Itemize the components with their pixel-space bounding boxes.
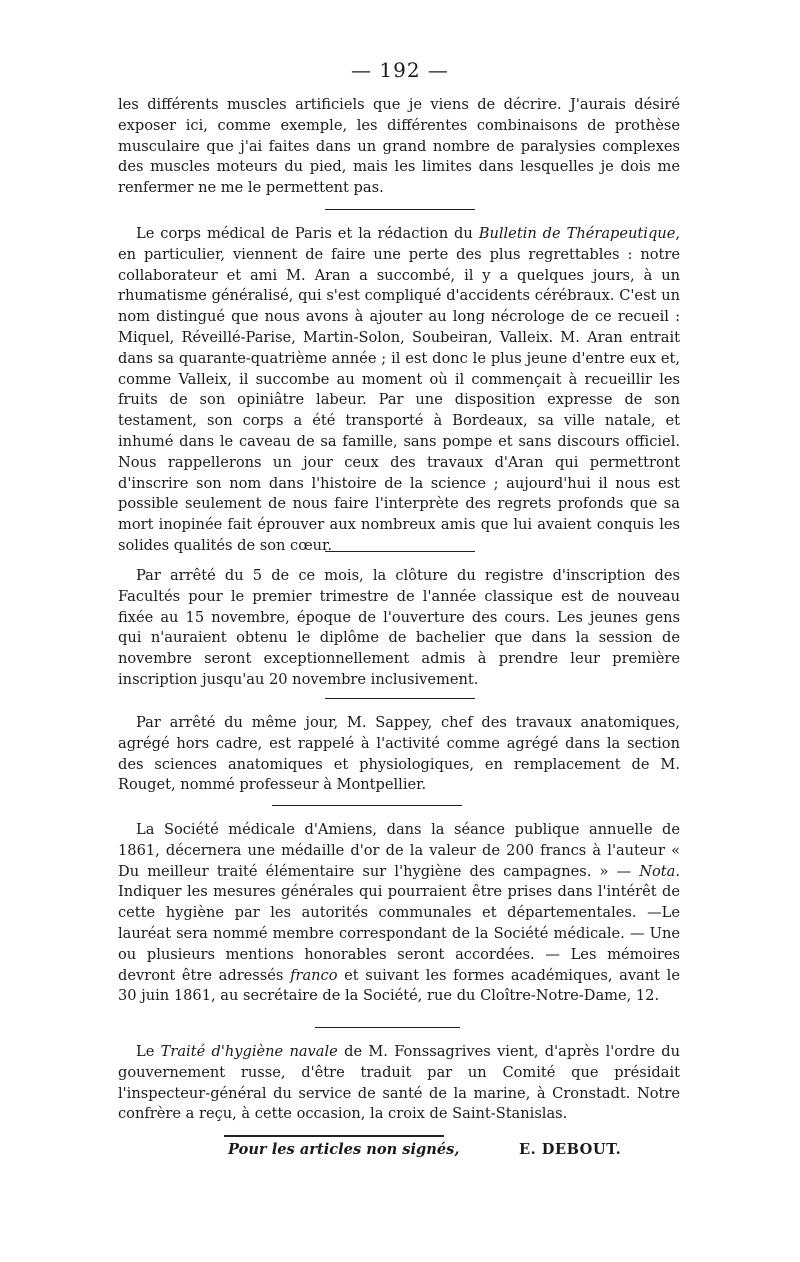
paragraph-fonssagrives: Le Traité d'hygiène navale de M. Fonssagrives vient, d'après l'ordre du gouvernement russe, d'être traduit par un Comité que présidait l'inspecteur-général du service de santé de la marine, à Cronstadt. Notre confrère a reçu, à cette occasion, la croix de Saint-Stanislas.: [118, 1043, 681, 1123]
signature-note: Pour les articles non signés,: [228, 1141, 460, 1158]
section-divider: [272, 805, 462, 806]
book-title: Traité d'hygiène navale: [160, 1043, 338, 1060]
paragraph-faculty-registration: Par arrêté du 5 de ce mois, la clôture du registre d'inscription des Facultés pour le premier trimestre de l'année classique est de nouveau fixée au 15 novembre, époque de l'ouverture des cours. Les jeunes gens qui n'auraient obtenu le diplôme de bachelier que dans la session de novembre seront exceptionnellement admis à prendre leur première inscription jusqu'au 20 novembre inclusivement.: [118, 567, 680, 688]
paragraph-aran-obituary: Le corps médical de Paris et la rédaction du Bulletin de Thérapeutique, en particulier, viennent de faire une perte des plus regrettables : notre collaborateur et ami M. Aran a succombé, il y a quelques jours, à un rhumatisme généralisé, qui s'est compliqué d'accidents cérébraux. C'est un nom distingué que nous avons à ajouter au long nécrologe de ce recueil : Miquel, Réveillé-Parise, Martin-Solon, Soubeiran, Valleix. M. Aran entrait dans sa quarante-quatrième année ; il est donc le plus jeune d'entre eux et, comme Valleix, il succombe au moment où il commençait à recueillir les fruits de son opiniâtre labeur. Par une disposition expresse de son testament, son corps a été transporté à Bordeaux, sa ville natale, et inhumé dans le caveau de sa famille, sans pompe et sans discours officiel. Nous rappellerons un jour ceux des travaux d'Aran qui permettront d'inscrire son nom dans l'histoire de la science ; aujourd'hui il nous est possible seulement de nous faire l'interprète des regrets profonds que sa mort inopinée fait éprouver aux nombreux amis que lui avaient conquis les solides qualités de son cœur.: [118, 225, 680, 554]
journal-title: Bulletin de Thérapeutique: [478, 225, 676, 242]
paragraph-sappey: Par arrêté du même jour, M. Sappey, chef des travaux anatomiques, agrégé hors cadre, est rappelé à l'activité comme agrégé dans la section des sciences anatomiques et physiologiques, en remplacement de M. Rouget, nommé professeur à Montpellier.: [118, 714, 680, 794]
signature-rule: [224, 1135, 444, 1137]
section-divider: [315, 1027, 460, 1028]
section-divider: [325, 209, 475, 210]
page-number: — 192 —: [351, 58, 449, 82]
section-divider: [325, 551, 475, 552]
section-divider: [325, 698, 475, 699]
paragraph-amiens-society: La Société médicale d'Amiens, dans la séance publique annuelle de 1861, décernera une médaille d'or de la valeur de 200 francs à l'auteur « Du meilleur traité élémentaire sur l'hygiène des campagnes. » — Nota. Indiquer les mesures générales qui pourraient être prises dans l'intérêt de cette hygiène par les autorités communales et départementales. —Le lauréat sera nommé membre correspondant de la Société médicale. — Une ou plusieurs mentions honorables seront accordées. — Les mémoires devront être adressés franco et suivant les formes académiques, avant le 30 juin 1861, au secrétaire de la Société, rue du Cloître-Notre-Dame, 12.: [118, 821, 680, 1005]
paragraph-prosthesis: les différents muscles artificiels que je viens de décrire. J'aurais désiré exposer ici, comme exemple, les différentes combinaisons de prothèse musculaire que j'ai faites dans un grand nombre de paralysies complexes des muscles moteurs du pied, mais les limites dans lesquelles je dois me renfermer ne me le permettent pas.: [118, 96, 680, 197]
signature-author: E. DEBOUT.: [519, 1141, 622, 1158]
